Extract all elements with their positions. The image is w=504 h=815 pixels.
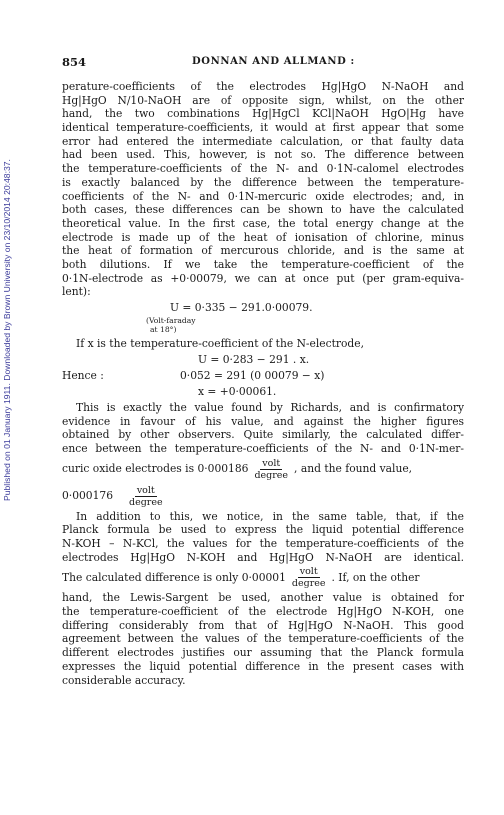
- paragraph-4: [62, 591, 464, 687]
- fraction-line: [62, 483, 464, 510]
- text-line: Planck formula be used to express the liquid potential difference: [62, 523, 464, 537]
- equation-note: (Volt-faraday: [146, 316, 196, 325]
- page-body: [62, 80, 464, 687]
- text-line: differing considerably from that of Hg|HgO N-NaOH. This good: [62, 618, 464, 632]
- equation-note: at 18°): [150, 324, 177, 334]
- equation-1: [62, 301, 464, 315]
- text-run: , and the found value,: [294, 462, 413, 476]
- text-line: identical temperature-coefficients, it would at first appear that some: [62, 121, 464, 135]
- text-line: the heat of formation of mercurous chloride, and is the same at: [62, 244, 464, 258]
- text-run: . If, on the other: [331, 571, 420, 585]
- equation-2: [62, 353, 464, 367]
- text-line: had been used. This, however, is not so. The difference between: [62, 148, 464, 162]
- text-line: different electrodes justifies our assuming that the Planck formula: [62, 646, 464, 660]
- page-header: [62, 55, 462, 69]
- equation-text: x = +0·00061.: [198, 384, 277, 398]
- text-run: curic oxide electrodes is 0·000186: [62, 462, 249, 476]
- text-line: hand, the Lewis-Sargent be used, another value is obtained for: [62, 591, 464, 605]
- text-run: The calculated difference is only 0·00001: [62, 571, 286, 585]
- text-line: perature-coefficients of the electrodes Hg|HgO N-NaOH and: [62, 80, 464, 93]
- text-line: If x is the temperature-coefficient of the N-electrode,: [76, 337, 364, 351]
- page-number: 854: [62, 55, 87, 69]
- download-watermark: Published on 01 January 1911. Downloaded by Brown University on 23/10/2014 20:48:37.: [2, 159, 12, 501]
- fraction-line: [62, 564, 464, 591]
- text-line: In addition to this, we notice, in the same table, that, if the: [76, 509, 464, 523]
- text-line: Hg|HgO N/10-NaOH are of opposite sign, whilst, on the other: [62, 93, 464, 107]
- text-line: both dilutions. If we take the temperature-coefficient of the: [62, 257, 464, 271]
- text-line: the temperature-coefficients of the N- and 0·1N-calomel electrodes: [62, 162, 464, 176]
- fraction-line: [62, 456, 464, 483]
- text-line: hand, the two combinations Hg|HgCl KCl|NaOH HgO|Hg have: [62, 107, 464, 121]
- running-head: DONNAN AND ALLMAND :: [192, 56, 355, 67]
- text-line: lent):: [62, 285, 91, 299]
- text-line: expresses the liquid potential difference in the present cases with: [62, 659, 464, 673]
- equation-text: U = 0·283 − 291 . x.: [198, 352, 310, 366]
- fraction-numerator: volt: [299, 566, 318, 578]
- fraction-numerator: volt: [136, 484, 155, 496]
- text-line: theoretical value. In the first case, the total energy change at the: [62, 216, 464, 230]
- text-line: the temperature-coefficient of the electrode Hg|HgO N-KOH, one: [62, 605, 464, 619]
- text-line: obtained by other observers. Quite similarly, the calculated differ-: [62, 428, 464, 442]
- text-line: electrodes Hg|HgO N-KOH and Hg|HgO N-NaOH are identical.: [62, 550, 464, 564]
- text-line: error had entered the intermediate calculation, or that faulty data: [62, 134, 464, 148]
- text-line: coefficients of the N- and 0·1N-mercuric oxide electrodes; and, in: [62, 189, 464, 203]
- text-line: N-KOH – N-KCl, the values for the temperature-coefficients of the: [62, 537, 464, 550]
- text-line: electrode is made up of the heat of ionisation of chlorine, minus: [62, 230, 464, 244]
- text-line: is exactly balanced by the difference between the temperature-: [62, 175, 464, 189]
- text-line: evidence in favour of his value, and against the higher figures: [62, 414, 464, 428]
- text-line: This is exactly the value found by Richards, and is confirmatory: [76, 400, 464, 414]
- equation-3: [62, 369, 464, 383]
- fraction-numerator: volt: [262, 457, 281, 469]
- equation-4: [62, 385, 464, 399]
- text-line: ence between the temperature-coefficients of the N- and 0·1N-mer-: [62, 441, 464, 455]
- text-line: 0·1N-electrode as +0·00079, we can at once put (per gram-equiva-: [62, 271, 464, 285]
- fraction: [252, 458, 290, 481]
- equation-text: U = 0·335 − 291.0·00079.: [170, 301, 313, 314]
- fraction-denominator: degree: [254, 469, 289, 481]
- paragraph-2: [62, 401, 464, 456]
- paragraph-1: [62, 80, 464, 299]
- fraction-denominator: degree: [129, 496, 163, 508]
- text-run: 0·000176: [62, 489, 113, 503]
- hence-label: Hence :: [62, 368, 104, 382]
- fraction: [127, 485, 165, 508]
- text-line: agreement between the values of the temperature-coefficients of the: [62, 632, 464, 646]
- equation-text: 0·052 = 291 (0 00079 − x): [180, 368, 325, 382]
- fraction: [290, 566, 328, 589]
- text-line: considerable accuracy.: [62, 673, 186, 687]
- text-line: both cases, these differences can be shown to have the calculated: [62, 203, 464, 217]
- paragraph-3: [62, 510, 464, 565]
- fraction-denominator: degree: [291, 578, 326, 590]
